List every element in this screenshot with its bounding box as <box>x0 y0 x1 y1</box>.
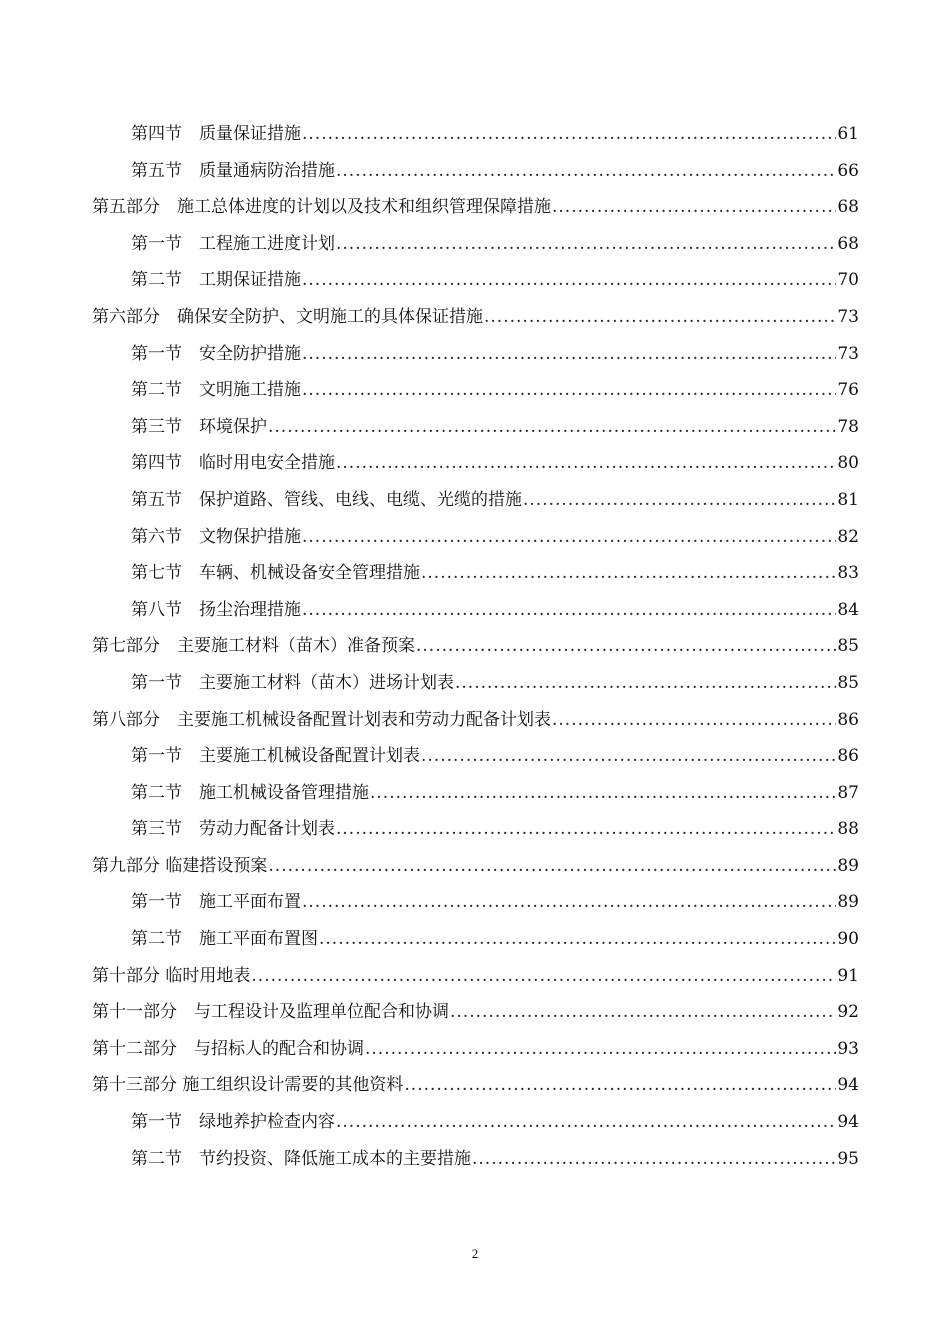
toc-section-entry[interactable] <box>0 1104 950 1141</box>
dot-leader <box>523 482 836 519</box>
toc-section-entry[interactable] <box>0 372 950 409</box>
toc-entry-title: 第一节 主要施工材料（苗木）进场计划表 <box>131 672 454 693</box>
toc-entry-title: 第二节 施工平面布置图 <box>131 929 318 950</box>
toc-entry-page-number: 78 <box>837 416 859 437</box>
dot-leader <box>472 1141 836 1178</box>
toc-entry-page-number: 81 <box>837 489 859 510</box>
dot-leader <box>365 1031 836 1068</box>
toc-entry-title: 第一节 主要施工机械设备配置计划表 <box>131 746 420 767</box>
dot-leader <box>302 372 836 409</box>
toc-entry-page-number: 66 <box>837 160 859 181</box>
toc-section-entry[interactable] <box>0 811 950 848</box>
dot-leader <box>455 665 836 702</box>
toc-entry-page-number: 90 <box>837 929 859 950</box>
dot-leader <box>302 519 836 556</box>
toc-entry-title: 第五部分 施工总体进度的计划以及技术和组织管理保障措施 <box>92 197 551 218</box>
dot-leader <box>319 921 836 958</box>
toc-section-entry[interactable] <box>0 665 950 702</box>
toc-entry-title: 第三节 环境保护 <box>131 416 267 437</box>
toc-section-entry[interactable] <box>0 116 950 153</box>
toc-section-entry[interactable] <box>0 592 950 629</box>
toc-entry-title: 第一节 施工平面布置 <box>131 892 301 913</box>
toc-entry-title: 第六节 文物保护措施 <box>131 526 301 547</box>
toc-section-entry[interactable] <box>0 519 950 556</box>
toc-entry-page-number: 73 <box>837 306 859 327</box>
toc-part-entry[interactable] <box>0 299 950 336</box>
toc-entry-page-number: 85 <box>837 636 859 657</box>
toc-entry-page-number: 94 <box>837 1112 859 1133</box>
toc-entry-title: 第二节 节约投资、降低施工成本的主要措施 <box>131 1148 471 1169</box>
toc-entry-title: 第十部分 临时用地表 <box>92 965 251 986</box>
dot-leader <box>336 226 836 263</box>
toc-entry-title: 第一节 绿地养护检查内容 <box>131 1112 335 1133</box>
dot-leader <box>450 994 836 1031</box>
dot-leader <box>484 299 836 336</box>
toc-part-entry[interactable] <box>0 1031 950 1068</box>
toc-part-entry[interactable] <box>0 994 950 1031</box>
toc-entry-page-number: 86 <box>837 746 859 767</box>
toc-entry-title: 第八节 扬尘治理措施 <box>131 599 301 620</box>
dot-leader <box>421 738 836 775</box>
dot-leader <box>370 775 836 812</box>
toc-section-entry[interactable] <box>0 555 950 592</box>
toc-entry-page-number: 73 <box>837 343 859 364</box>
toc-entry-title: 第六部分 确保安全防护、文明施工的具体保证措施 <box>92 306 483 327</box>
toc-part-entry[interactable] <box>0 628 950 665</box>
dot-leader <box>336 153 836 190</box>
toc-entry-title: 第四节 临时用电安全措施 <box>131 453 335 474</box>
toc-entry-page-number: 89 <box>837 855 859 876</box>
toc-entry-page-number: 70 <box>837 270 859 291</box>
toc-section-entry[interactable] <box>0 482 950 519</box>
toc-entry-page-number: 93 <box>837 1038 859 1059</box>
toc-section-entry[interactable] <box>0 153 950 190</box>
toc-entry-page-number: 91 <box>837 965 859 986</box>
toc-section-entry[interactable] <box>0 336 950 373</box>
toc-entry-page-number: 86 <box>837 709 859 730</box>
toc-entry-title: 第十三部分 施工组织设计需要的其他资料 <box>92 1075 404 1096</box>
toc-section-entry[interactable] <box>0 775 950 812</box>
toc-entry-page-number: 80 <box>837 453 859 474</box>
toc-section-entry[interactable] <box>0 226 950 263</box>
dot-leader <box>302 884 836 921</box>
toc-entry-title: 第七部分 主要施工材料（苗木）准备预案 <box>92 636 415 657</box>
toc-entry-page-number: 88 <box>837 819 859 840</box>
dot-leader <box>416 628 836 665</box>
toc-part-entry[interactable] <box>0 702 950 739</box>
dot-leader <box>552 702 836 739</box>
toc-entry-page-number: 84 <box>837 599 859 620</box>
toc-entry-page-number: 61 <box>837 124 859 144</box>
page-number: 2 <box>471 1246 479 1261</box>
toc-entry-page-number: 94 <box>837 1075 859 1096</box>
toc-entry-title: 第十二部分 与招标人的配合和协调 <box>92 1038 364 1059</box>
dot-leader <box>268 848 836 885</box>
toc-entry-title: 第四节 质量保证措施 <box>131 124 301 144</box>
toc-entry-title: 第二节 文明施工措施 <box>131 380 301 401</box>
toc-entry-title: 第二节 工期保证措施 <box>131 270 301 291</box>
dot-leader <box>336 445 836 482</box>
toc-entry-title: 第一节 工程施工进度计划 <box>131 233 335 254</box>
toc-entry-title: 第八部分 主要施工机械设备配置计划表和劳动力配备计划表 <box>92 709 551 730</box>
toc-entry-title: 第二节 施工机械设备管理措施 <box>131 782 369 803</box>
toc-entry-page-number: 68 <box>837 197 859 218</box>
toc-entry-page-number: 68 <box>837 233 859 254</box>
toc-entry-page-number: 85 <box>837 672 859 693</box>
dot-leader <box>404 1067 836 1104</box>
toc-entry-page-number: 95 <box>837 1148 859 1169</box>
toc-part-entry[interactable] <box>0 1067 950 1104</box>
toc-section-entry[interactable] <box>0 921 950 958</box>
toc-entry-title: 第五节 保护道路、管线、电线、电缆、光缆的措施 <box>131 489 522 510</box>
toc-part-entry[interactable] <box>0 958 950 995</box>
dot-leader <box>552 189 836 226</box>
toc-entry-title: 第五节 质量通病防治措施 <box>131 160 335 181</box>
toc-entry-title: 第三节 劳动力配备计划表 <box>131 819 335 840</box>
toc-entry-page-number: 83 <box>837 563 859 584</box>
toc-section-entry[interactable] <box>0 262 950 299</box>
toc-entry-page-number: 76 <box>837 380 859 401</box>
dot-leader <box>268 409 836 446</box>
toc-entry-page-number: 89 <box>837 892 859 913</box>
dot-leader <box>251 958 836 995</box>
dot-leader <box>302 116 836 153</box>
toc-section-entry[interactable] <box>0 409 950 446</box>
toc-entry-title: 第九部分 临建搭设预案 <box>92 855 268 876</box>
toc-entry-page-number: 82 <box>837 526 859 547</box>
dot-leader <box>421 555 836 592</box>
dot-leader <box>336 1104 836 1141</box>
dot-leader <box>302 336 836 373</box>
toc-entry-title: 第七节 车辆、机械设备安全管理措施 <box>131 563 420 584</box>
toc-entry-title: 第一节 安全防护措施 <box>131 343 301 364</box>
table-of-contents <box>0 116 950 1177</box>
dot-leader <box>336 811 836 848</box>
dot-leader <box>302 592 836 629</box>
toc-part-entry[interactable] <box>0 848 950 885</box>
toc-section-entry[interactable] <box>0 738 950 775</box>
toc-entry-page-number: 92 <box>837 1002 859 1023</box>
dot-leader <box>302 262 836 299</box>
toc-section-entry[interactable] <box>0 445 950 482</box>
toc-section-entry[interactable] <box>0 884 950 921</box>
toc-entry-title: 第十一部分 与工程设计及监理单位配合和协调 <box>92 1002 449 1023</box>
toc-entry-page-number: 87 <box>837 782 859 803</box>
toc-part-entry[interactable] <box>0 189 950 226</box>
toc-section-entry[interactable] <box>0 1141 950 1178</box>
